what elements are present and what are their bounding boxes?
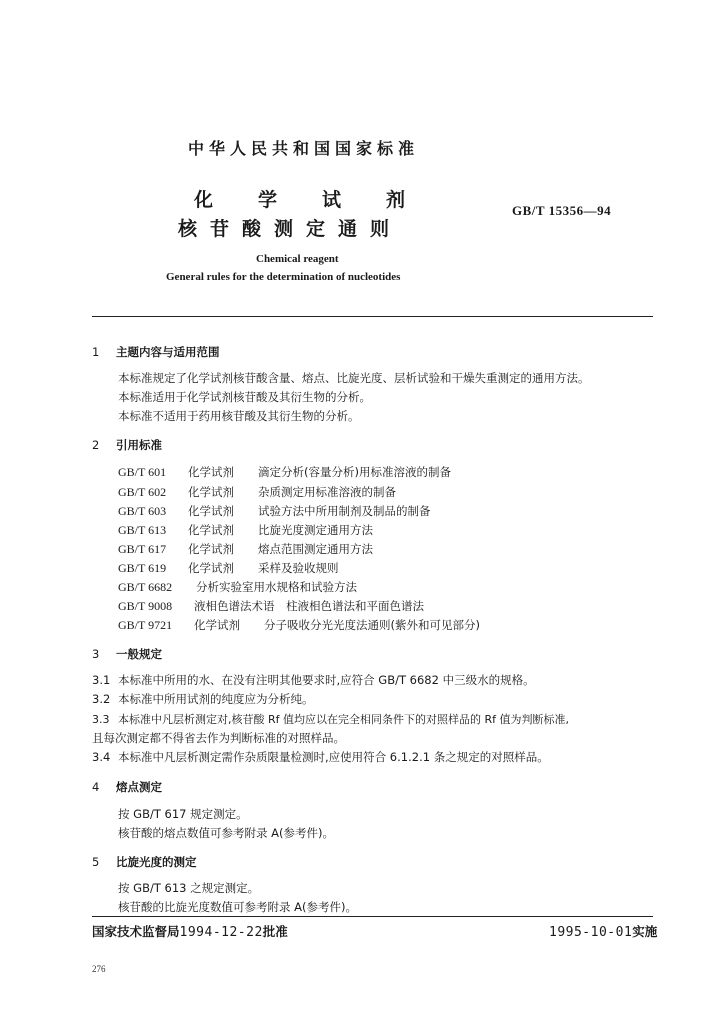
- paragraph: 按 GB/T 613 之规定测定。: [118, 881, 260, 895]
- paragraph: 本标准不适用于药用核苷酸及其衍生物的分析。: [118, 409, 360, 423]
- reference-item: GB/T 9721 化学试剂 分子吸收分光光度法通则(紫外和可见部分): [118, 618, 480, 632]
- section-1-heading: 1 主题内容与适用范围: [92, 345, 220, 359]
- top-divider: [92, 316, 653, 317]
- section-4-heading: 4 熔点测定: [92, 780, 162, 794]
- paragraph: 按 GB/T 617 规定测定。: [118, 807, 248, 821]
- section-3-heading: 3 一般规定: [92, 647, 162, 661]
- reference-item: GB/T 603 化学试剂 试验方法中所用制剂及制品的制备: [118, 504, 431, 518]
- title-char: 试: [322, 189, 342, 211]
- reference-item: GB/T 602 化学试剂 杂质测定用标准溶液的制备: [118, 485, 396, 499]
- reference-item: GB/T 617 化学试剂 熔点范围测定通用方法: [118, 542, 373, 556]
- country-standard-heading: 中华人民共和国国家标准: [188, 139, 420, 158]
- reference-item: GB/T 6682 分析实验室用水规格和试验方法: [118, 580, 357, 594]
- paragraph: 本标准适用于化学试剂核苷酸及其衍生物的分析。: [118, 390, 371, 404]
- clause-3-4: 3.4 本标准中凡层析测定需作杂质限量检测时,应使用符合 6.1.2.1 条之规定的对照样品。: [92, 750, 549, 764]
- approval-info: 国家技术监督局1994-12-22批准: [92, 924, 288, 940]
- clause-3-3: 3.3 本标准中凡层析测定对,核苷酸 Rf 值均应以在完全相同条件下的对照样品的 Rf 值为判断标准,: [92, 713, 570, 726]
- title-line-1: [194, 185, 450, 212]
- reference-item: GB/T 9008 液相色谱法术语 柱液相色谱法和平面色谱法: [118, 599, 424, 613]
- title-line-2: 核苷酸测定通则: [178, 218, 403, 240]
- clause-3-2: 3.2 本标准中所用试剂的纯度应为分析纯。: [92, 692, 314, 706]
- paragraph: 核苷酸的熔点数值可参考附录 A(参考件)。: [118, 826, 334, 840]
- reference-item: GB/T 619 化学试剂 采样及验收规则: [118, 561, 339, 575]
- title-char: 化: [194, 189, 214, 211]
- section-5-heading: 5 比旋光度的测定: [92, 855, 197, 869]
- reference-item: GB/T 613 化学试剂 比旋光度测定通用方法: [118, 523, 373, 537]
- effective-info: 1995-10-01实施: [549, 924, 658, 940]
- paragraph: 核苷酸的比旋光度数值可参考附录 A(参考件)。: [118, 900, 357, 914]
- clause-3-1: 3.1 本标准中所用的水、在没有注明其他要求时,应符合 GB/T 6682 中三级水的规格。: [92, 673, 535, 687]
- english-title-2: General rules for the determination of nucleotides: [166, 271, 401, 283]
- paragraph: 本标准规定了化学试剂核苷酸含量、熔点、比旋光度、层析试验和干燥失重测定的通用方法。: [118, 371, 590, 385]
- reference-item: GB/T 601 化学试剂 滴定分析(容量分析)用标准溶液的制备: [118, 465, 451, 479]
- standard-code: GB/T 15356—94: [512, 203, 612, 218]
- title-char: 剂: [386, 189, 406, 211]
- title-char: 学: [258, 189, 278, 211]
- footer-divider: [92, 916, 653, 917]
- clause-3-3-continuation: 且每次测定都不得省去作为判断标准的对照样品。: [92, 731, 345, 745]
- english-title-1: Chemical reagent: [256, 253, 339, 265]
- page-number: 276: [92, 964, 106, 974]
- section-2-heading: 2 引用标准: [92, 438, 162, 452]
